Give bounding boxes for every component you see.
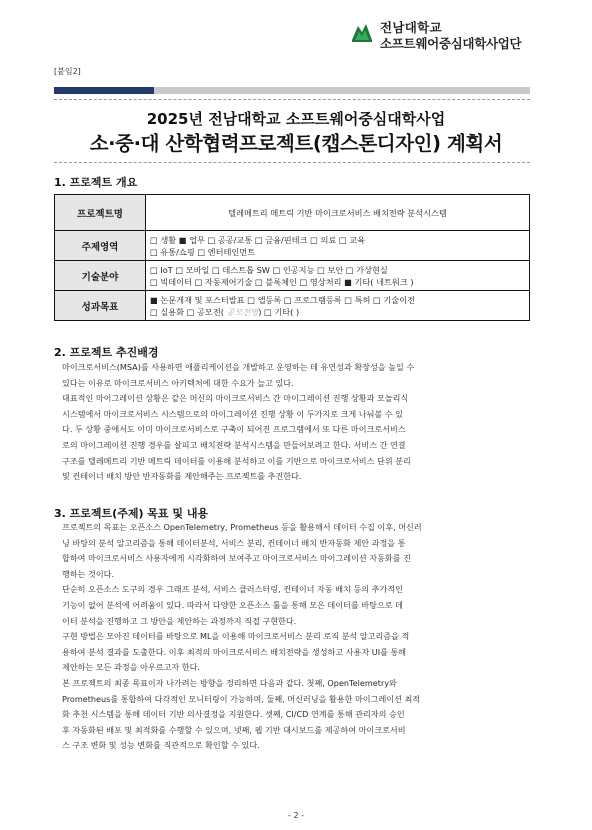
goal-options-line1: ■ 논문게재 및 포스터발표 □ 앱등록 □ 프로그램등록 □ 특허 □ 기술이전	[150, 294, 416, 305]
text-line: 로의 마이그레이션 진행 경우를 살피고 배치전략 분석시스템을 만들어보려고 한다. 서비스 간 연결	[62, 439, 406, 450]
text-line: 구조를 텔레메트리 기반 메트릭 데이터를 이용해 분석하고 이를 기반으로 마이크로서비스 단위 분리	[62, 455, 411, 466]
table-row	[55, 195, 530, 231]
domain-options-line2: □ 유통/쇼핑 □ 엔터테인먼트	[150, 246, 256, 257]
text-line: 단순히 오픈소스 도구의 경우 그래프 분석, 서비스 클러스터링, 컨테이너 자동 배치 등의 추가적인	[62, 584, 403, 595]
title-top-divider	[54, 99, 530, 100]
domain-options-line1: □ 생활 ■ 업무 □ 공공/교통 □ 금융/핀테크 □ 의료 □ 교육	[150, 234, 366, 245]
text-line: 이터 분석을 진행하고 그 방안을 제안하는 과정까지 직접 구현한다.	[62, 615, 297, 626]
goals-paragraph	[62, 520, 530, 754]
text-line: 닝 바탕의 분석 알고리즘을 통해 데이터분석, 서비스 분리, 컨테이너 배치 반자동화 제안 과정을 통	[62, 537, 406, 548]
attachment-label: [붙임2]	[54, 67, 81, 76]
project-name-value: 텔레메트리 메트릭 기반 마이크로서비스 배치전략 분석시스템	[146, 195, 530, 231]
text-line: 다. 두 상황 중에서도 이미 마이크로서비스로 구축이 되어진 프로그램에서 또 다른 마이크로서비스	[62, 424, 406, 435]
domain-label: 주제영역	[55, 231, 146, 261]
text-line: 스 구조 변화 및 성능 변화를 직관적으로 확인할 수 있다.	[62, 740, 260, 751]
logo-department-name: 소프트웨어중심대학사업단	[380, 36, 522, 51]
table-row	[55, 291, 530, 321]
table-row	[55, 231, 530, 261]
page-number: - 2 -	[288, 811, 304, 820]
title-bottom-divider	[54, 162, 530, 163]
domain-value	[146, 231, 530, 261]
text-line: 프로젝트의 목표는 오픈소스 OpenTelemetry, Prometheus 등을 활용해서 데이터 수집 이후, 머신러	[62, 522, 422, 532]
section-heading-overview: 1. 프로젝트 개요	[54, 176, 138, 189]
contest-name-placeholder: 공모전명	[226, 306, 259, 317]
project-name-label: 프로젝트명	[55, 195, 146, 231]
text-line: Prometheus를 통합하여 다각적인 모니터링이 가능하며, 둘째, 머신러닝을 활용한 마이그레이션 최적	[62, 693, 421, 704]
text-line: 구현 방법은 모아진 데이터를 바탕으로 ML을 이용해 마이크로서비스 분리 로직 분석 알고리즘을 적	[62, 631, 410, 642]
tech-options-line2: □ 빅데이터 □ 자동제어기술 □ 블록체인 □ 영상처리 ■ 기타( 네트워크 )	[150, 276, 414, 287]
tech-options-line1: □ IoT □ 모바일 □ 데스트톱 SW □ 인공지능 □ 보안 □ 가상현실	[150, 264, 388, 275]
document-title-line2: 소·중·대 산학협력프로젝트(캡스톤디자인) 계획서	[89, 132, 503, 155]
project-overview-table	[54, 194, 530, 321]
text-line: 행하는 것이다.	[62, 568, 115, 579]
tech-field-label: 기술분야	[55, 261, 146, 291]
text-line: 마이크로서비스(MSA)를 사용하면 애플리케이션을 개발하고 운영하는 데 유연성과 확장성을 높일 수	[62, 362, 415, 372]
text-line: 합하여 마이크로서비스 사용자에게 시각화하여 보여주고 마이크로서비스 마이그레이션 자동화를 진	[62, 553, 411, 564]
goal-options-line2	[150, 306, 525, 318]
tech-field-value	[146, 261, 530, 291]
text-line: 및 컨테이너 배치 방안 반자동화를 제안해주는 프로젝트를 추진한다.	[62, 471, 302, 482]
text-line: 제안하는 모든 과정을 아우르고자 한다.	[62, 662, 200, 673]
table-row	[55, 261, 530, 291]
header-bar-light-segment	[154, 87, 530, 94]
section-heading-goals: 3. 프로젝트(주제) 목표 및 내용	[54, 507, 209, 520]
text-line: 후 자동화된 배포 및 최적화를 수행할 수 있으며, 넷째, 웹 기반 대시보드를 제공하여 마이크로서비	[62, 724, 406, 735]
university-logo	[350, 16, 540, 54]
document-title-line1: 2025년 전남대학교 소프트웨어중심대학사업	[146, 110, 446, 128]
goal-options-line2-end: ) □ 기타( )	[258, 306, 300, 317]
text-line: 있다는 이유로 마이크로서비스 아키텍처에 대한 수요가 늘고 있다.	[62, 377, 294, 388]
goal-options-line2-start: □ 실용화 □ 공모전(	[150, 306, 224, 317]
text-line: 대표적인 마이그레이션 상황은 같은 머신의 마이크로서비스 간 마이그레이션 진행 상황과 모놀리식	[62, 393, 409, 404]
text-line: 시스템에서 마이크로서비스 시스템으로의 마이그레이션 진행 상황 이 두가지로 크게 나눠볼 수 있	[62, 408, 404, 419]
header-bar	[54, 87, 530, 94]
background-paragraph	[62, 360, 530, 485]
logo-university-name: 전남대학교	[380, 20, 442, 35]
logo-emblem-icon	[350, 20, 374, 44]
text-line: 용하여 분석 결과를 도출한다. 이후 최적의 마이크로서비스 배치전략을 생성하고 사용자 UI를 통해	[62, 646, 407, 657]
outcome-goal-label: 성과목표	[55, 291, 146, 321]
section-heading-background: 2. 프로젝트 추진배경	[54, 346, 159, 359]
text-line: 기능이 없어 분석에 어려움이 있다. 따라서 다양한 오픈소스 툴을 통해 모은 데이터를 바탕으로 데	[62, 599, 403, 610]
header-bar-dark-segment	[54, 87, 154, 94]
outcome-goal-value	[146, 291, 530, 321]
text-line: 본 프로젝트의 최종 목표이자 나가려는 방향을 정리하면 다음과 같다. 첫째, OpenTelemetry와	[62, 677, 397, 688]
text-line: 화 추천 시스템을 통해 데이터 기반 의사결정을 지원한다. 셋째, CI/CD 연계를 통해 관리자의 승인	[62, 709, 405, 720]
